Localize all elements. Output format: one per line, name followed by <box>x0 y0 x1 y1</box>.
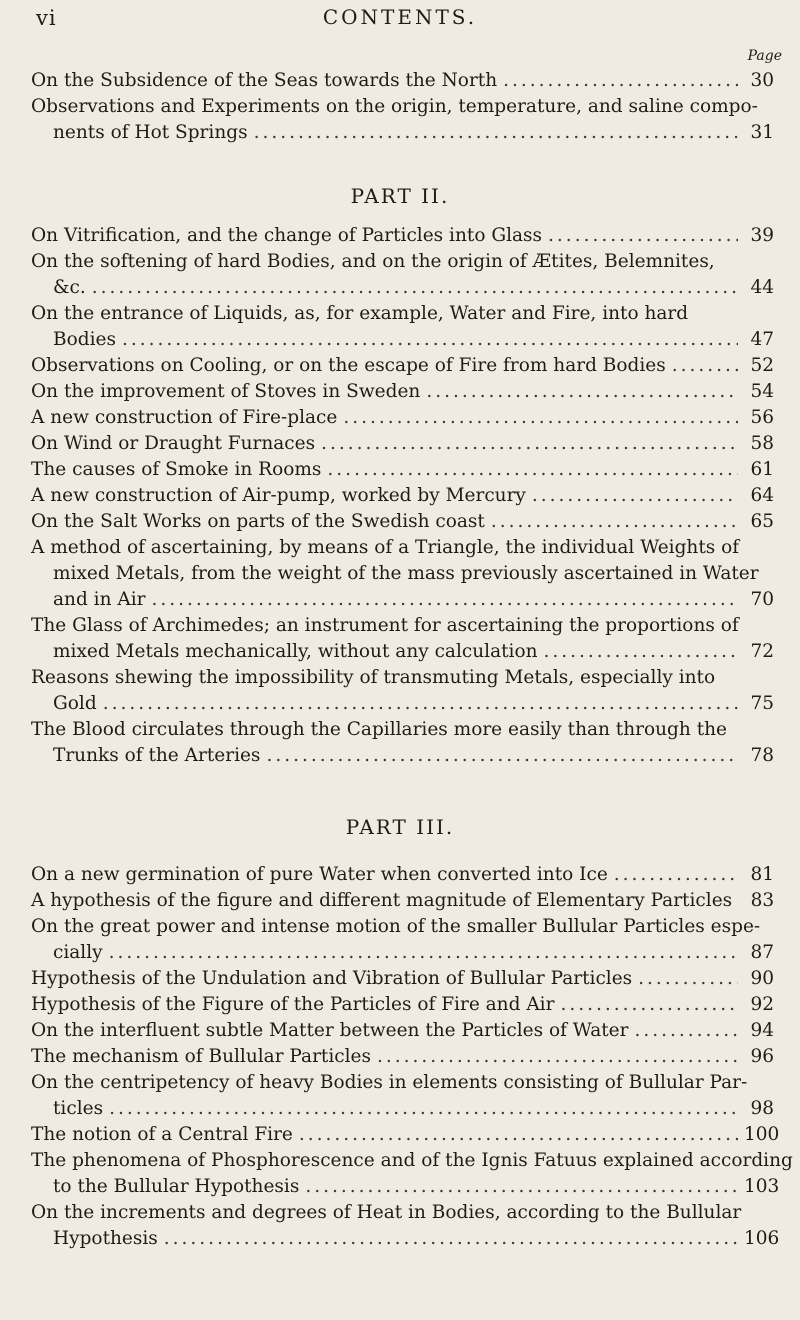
dot-leader <box>343 405 738 431</box>
toc-page-number: 103 <box>744 1176 780 1197</box>
toc-entry <box>0 862 800 888</box>
toc-entry-line <box>0 1226 800 1252</box>
toc-entry-line <box>0 327 800 353</box>
toc-entry-line <box>0 992 800 1018</box>
toc-entry <box>0 457 800 483</box>
toc-entry-line <box>0 1122 800 1148</box>
toc-entry <box>0 249 800 301</box>
toc-entry <box>0 431 800 457</box>
toc-entry <box>0 665 800 717</box>
toc-entry-line <box>0 405 800 431</box>
toc-entry <box>0 483 800 509</box>
toc-page-number: 56 <box>750 407 774 428</box>
dot-leader <box>266 743 738 769</box>
toc-page-number: 44 <box>750 277 774 298</box>
dot-leader <box>109 940 738 966</box>
dot-leader <box>254 120 738 146</box>
toc-entry-line <box>0 68 800 94</box>
toc-entry-line <box>0 1148 800 1174</box>
toc-entry <box>0 717 800 769</box>
toc-entry-title: Hypothesis of the Undulation and Vibration of Bullular Particles <box>31 968 633 989</box>
part2-heading: PART II. <box>350 184 450 208</box>
toc-entry <box>0 992 800 1018</box>
toc-entry <box>0 914 800 966</box>
toc-entry-line <box>0 914 800 940</box>
toc-page-number: 72 <box>750 641 774 662</box>
toc-entry-title: On Wind or Draught Furnaces <box>31 433 316 454</box>
toc-entry-line <box>0 1070 800 1096</box>
toc-entry-title: On the Subsidence of the Seas towards the North <box>31 70 498 91</box>
toc-entry-title: On the great power and intense motion of the smaller Bullular Particles espe- <box>31 916 761 937</box>
toc-entry-title: A new construction of Fire-place <box>31 407 338 428</box>
dot-leader <box>321 431 738 457</box>
toc-entry-line <box>0 509 800 535</box>
dot-leader <box>122 327 738 353</box>
toc-entry-title: The notion of a Central Fire <box>31 1124 293 1145</box>
toc-entry <box>0 1122 800 1148</box>
toc-entry-line <box>0 717 800 743</box>
dot-leader <box>544 639 739 665</box>
toc-entry <box>0 613 800 665</box>
toc-entry-title: Observations and Experiments on the origin, temperature, and saline compo- <box>31 96 758 117</box>
toc-page-number: 81 <box>750 864 774 885</box>
toc-page-number: 54 <box>750 381 774 402</box>
part1-entry-list <box>0 68 800 146</box>
toc-entry-line <box>0 940 800 966</box>
toc-entry-line <box>0 1018 800 1044</box>
toc-page-number: 96 <box>750 1046 774 1067</box>
toc-entry-title: A method of ascertaining, by means of a Triangle, the individual Weights of <box>31 537 740 558</box>
dot-leader <box>327 457 738 483</box>
toc-entry-line <box>0 966 800 992</box>
toc-page-number: 39 <box>750 225 774 246</box>
toc-entry-line <box>0 561 800 587</box>
dot-leader <box>377 1044 738 1070</box>
toc-page-number: 106 <box>744 1228 780 1249</box>
toc-page-number: 98 <box>750 1098 774 1119</box>
dot-leader <box>614 862 738 888</box>
toc-entry-title: On the interfluent subtle Matter between the Particles of Water <box>31 1020 629 1041</box>
toc-entry-line <box>0 691 800 717</box>
toc-entry-title: &c. <box>53 277 86 298</box>
toc-page-number: 78 <box>750 745 774 766</box>
dot-leader <box>638 966 738 992</box>
toc-entry-title: cially <box>53 942 103 963</box>
toc-entry-title: Gold <box>53 693 97 714</box>
toc-entry <box>0 353 800 379</box>
toc-entry-line <box>0 275 800 301</box>
toc-entry-title: The Blood circulates through the Capillaries more easily than through the <box>31 719 727 740</box>
toc-entry-line <box>0 1096 800 1122</box>
toc-entry-line <box>0 587 800 613</box>
toc-entry-title: On Vitrification, and the change of Particles into Glass <box>31 225 543 246</box>
part3-heading: PART III. <box>345 815 455 839</box>
dot-leader <box>103 691 738 717</box>
toc-page-number: 47 <box>750 329 774 350</box>
toc-entry-line <box>0 120 800 146</box>
toc-entry-line <box>0 483 800 509</box>
page-column-label: Page <box>747 48 782 64</box>
toc-entry-title: Trunks of the Arteries <box>53 745 261 766</box>
toc-entry-title: On the increments and degrees of Heat in Bodies, according to the Bullular <box>31 1202 742 1223</box>
toc-entry-title: On the softening of hard Bodies, and on the origin of Ætites, Belemnites, <box>31 251 715 272</box>
toc-entry <box>0 966 800 992</box>
toc-entry-line <box>0 535 800 561</box>
toc-entry-title: to the Bullular Hypothesis <box>53 1176 300 1197</box>
toc-entry <box>0 1200 800 1252</box>
toc-entry-title: The mechanism of Bullular Particles <box>31 1046 371 1067</box>
toc-page-number: 100 <box>744 1124 780 1145</box>
toc-entry-line <box>0 379 800 405</box>
dot-leader <box>672 353 738 379</box>
toc-entry-line <box>0 665 800 691</box>
dot-leader <box>299 1122 738 1148</box>
toc-entry <box>0 1044 800 1070</box>
dot-leader <box>532 483 738 509</box>
toc-page-number: 92 <box>750 994 774 1015</box>
toc-entry-title: mixed Metals mechanically, without any calculation <box>53 641 538 662</box>
toc-entry <box>0 379 800 405</box>
toc-page-number: 31 <box>750 122 774 143</box>
toc-entry <box>0 888 800 914</box>
toc-entry-title: A new construction of Air-pump, worked by Mercury <box>31 485 526 506</box>
toc-entry-line <box>0 1174 800 1200</box>
toc-page-number: 52 <box>750 355 774 376</box>
toc-page-number: 94 <box>750 1020 774 1041</box>
toc-page-number: 61 <box>750 459 774 480</box>
running-title: CONTENTS. <box>322 5 478 29</box>
dot-leader <box>426 379 738 405</box>
toc-entry-line <box>0 223 800 249</box>
toc-page-number: 58 <box>750 433 774 454</box>
dot-leader <box>109 1096 738 1122</box>
toc-entry-line <box>0 457 800 483</box>
toc-page-number: 90 <box>750 968 774 989</box>
toc-entry <box>0 1148 800 1200</box>
toc-entry-title: Observations on Cooling, or on the escape of Fire from hard Bodies <box>31 355 666 376</box>
toc-page-number: 83 <box>750 890 775 911</box>
toc-entry-title: On the entrance of Liquids, as, for example, Water and Fire, into hard <box>31 303 689 324</box>
dot-leader <box>164 1226 738 1252</box>
toc-entry-title: On the centripetency of heavy Bodies in elements consisting of Bullular Par- <box>31 1072 748 1093</box>
toc-entry-title: ticles <box>53 1098 104 1119</box>
toc-entry-title: and in Air <box>53 589 146 610</box>
toc-entry-title: mixed Metals, from the weight of the mass previously ascertained in Water <box>53 563 759 584</box>
toc-entry-title: On the improvement of Stoves in Sweden <box>31 381 421 402</box>
toc-entry <box>0 223 800 249</box>
toc-entry <box>0 405 800 431</box>
toc-entry <box>0 68 800 94</box>
toc-entry-line <box>0 862 800 888</box>
toc-entry <box>0 301 800 353</box>
toc-entry-line <box>0 639 800 665</box>
page-header <box>0 0 800 30</box>
dot-leader <box>491 509 738 535</box>
toc-entry-line <box>0 94 800 120</box>
toc-entry-title: The phenomena of Phosphorescence and of the Ignis Fatuus explained according <box>31 1150 793 1171</box>
toc-page-number: 30 <box>750 70 774 91</box>
toc-entry <box>0 535 800 613</box>
toc-page-number: 75 <box>750 693 774 714</box>
toc-page-number: 64 <box>750 485 774 506</box>
toc-entry-title: On the Salt Works on parts of the Swedish coast <box>31 511 485 532</box>
toc-entry-title: The Glass of Archimedes; an instrument for ascertaining the proportions of <box>31 615 739 636</box>
toc-entry-line <box>0 353 800 379</box>
toc-entry-title: A hypothesis of the figure and different magnitude of Elementary Particles <box>31 890 733 911</box>
toc-page-number: 65 <box>750 511 774 532</box>
dot-leader <box>634 1018 738 1044</box>
dot-leader <box>152 587 739 613</box>
part3-entry-list <box>0 862 800 1252</box>
toc-entry-title: Reasons shewing the impossibility of transmuting Metals, especially into <box>31 667 716 688</box>
toc-entry-line <box>0 743 800 769</box>
toc-entry <box>0 509 800 535</box>
toc-entry-line <box>0 1200 800 1226</box>
toc-entry-line <box>0 249 800 275</box>
part2-entry-list <box>0 223 800 769</box>
toc-entry-line <box>0 431 800 457</box>
toc-entry-line <box>0 888 800 914</box>
dot-leader <box>548 223 738 249</box>
toc-entry-line <box>0 613 800 639</box>
toc-entry-title: On a new germination of pure Water when converted into Ice <box>31 864 608 885</box>
toc-entry-title: Hypothesis of the Figure of the Particles of Fire and Air <box>31 994 555 1015</box>
toc-entry <box>0 1018 800 1044</box>
toc-entry-title: nents of Hot Springs <box>53 122 248 143</box>
toc-entry-title: Bodies <box>53 329 116 350</box>
page-number-roman: vi <box>36 6 57 30</box>
toc-entry-line <box>0 1044 800 1070</box>
dot-leader <box>503 68 738 94</box>
toc-entry <box>0 94 800 146</box>
toc-entry-title: Hypothesis <box>53 1228 158 1249</box>
dot-leader <box>92 275 738 301</box>
toc-entry-line <box>0 301 800 327</box>
toc-page-number: 87 <box>750 942 774 963</box>
toc-entry-title: The causes of Smoke in Rooms <box>31 459 322 480</box>
toc-entry <box>0 1070 800 1122</box>
toc-page-number: 70 <box>750 589 774 610</box>
dot-leader <box>560 992 738 1018</box>
dot-leader <box>305 1174 738 1200</box>
